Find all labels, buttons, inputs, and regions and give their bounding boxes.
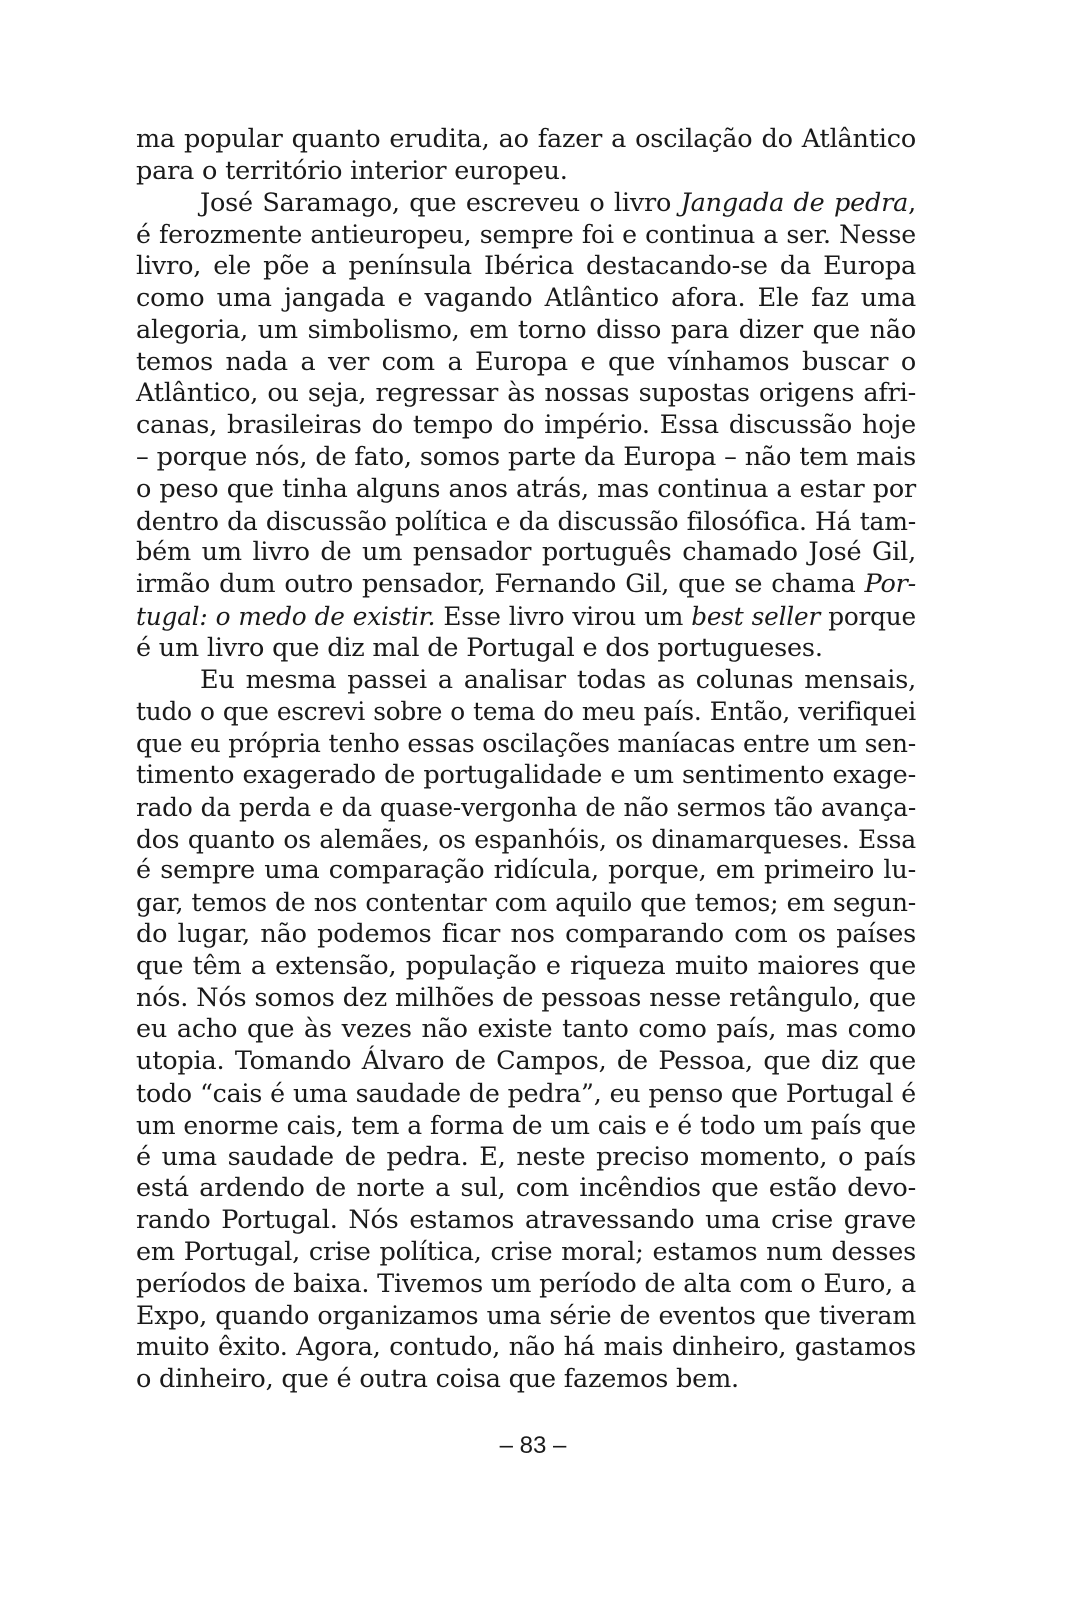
italic-text: best seller	[691, 601, 821, 631]
text-line	[136, 728, 916, 760]
text-segment: gar, temos de nos contentar com aquilo que temos; em segun-	[136, 888, 916, 918]
text-segment: ma popular quanto erudita, ao fazer a oscilação do Atlântico	[136, 124, 916, 154]
text-segment: em Portugal, crise política, crise moral; estamos num desses	[136, 1236, 916, 1267]
text-segment: canas, brasileiras do tempo do império. Essa discussão hoje	[136, 410, 916, 441]
text-line	[136, 1205, 916, 1237]
text-line	[136, 1110, 916, 1142]
text-line	[136, 1269, 916, 1301]
paragraph	[136, 188, 916, 665]
text-line	[136, 601, 916, 633]
text-segment: ,	[908, 187, 916, 218]
paragraph	[136, 124, 916, 188]
text-line	[136, 855, 916, 887]
text-segment: do lugar, não podemos ficar nos comparando com os países	[136, 918, 916, 949]
text-segment: para o território interior europeu.	[136, 155, 568, 186]
text-segment: é uma saudade de pedra. E, neste preciso momento, o país	[136, 1141, 916, 1172]
text-line	[136, 569, 916, 601]
text-segment: todo “cais é uma saudade de pedra”, eu penso que Portugal é	[136, 1078, 916, 1108]
text-segment: bém um livro de um pensador português chamado José Gil,	[136, 537, 916, 568]
text-line	[136, 1046, 916, 1078]
text-segment: Esse livro virou um	[435, 601, 692, 631]
text-line	[136, 887, 916, 919]
text-segment: – porque nós, de fato, somos parte da Europa – não tem mais	[136, 441, 916, 472]
text-segment: é sempre uma comparação ridícula, porque, em primeiro lu-	[136, 855, 916, 886]
text-segment: nós. Nós somos dez milhões de pessoas nesse retângulo, que	[136, 982, 916, 1013]
text-line	[136, 633, 916, 665]
text-segment: alegoria, um simbolismo, em torno disso para dizer que não	[136, 314, 916, 345]
text-segment: o dinheiro, que é outra coisa que fazemos bem.	[136, 1364, 739, 1395]
italic-text: Jangada de pedra	[680, 187, 909, 218]
text-segment: é um livro que diz mal de Portugal e dos portugueses.	[136, 632, 823, 663]
text-segment: está ardendo de norte a sul, com incêndios que estão devo-	[136, 1173, 916, 1204]
text-line	[136, 124, 916, 156]
text-line	[136, 665, 916, 697]
text-segment: irmão dum outro pensador, Fernando Gil, que se chama	[136, 569, 865, 600]
text-line	[136, 315, 916, 347]
text-segment: é ferozmente antieuropeu, sempre foi e continua a ser. Nesse	[136, 220, 916, 250]
text-segment: utopia. Tomando Álvaro de Campos, de Pessoa, que diz que	[136, 1046, 916, 1077]
text-line	[136, 1173, 916, 1205]
text-line	[136, 951, 916, 983]
text-line	[136, 474, 916, 506]
text-segment: temos nada a ver com a Europa e que vínhamos buscar o	[136, 346, 916, 377]
text-line	[136, 410, 916, 442]
italic-text: Por-	[864, 569, 916, 600]
text-line	[136, 1332, 916, 1364]
italic-text: tugal: o medo de existir.	[136, 601, 436, 631]
text-segment: eu acho que às vezes não existe tanto como país, mas como	[136, 1014, 916, 1045]
text-segment: tudo o que escrevi sobre o tema do meu país. Então, verifiquei	[136, 697, 916, 727]
text-line	[136, 156, 916, 188]
text-line	[136, 251, 916, 283]
text-segment: rado da perda e da quase-vergonha de não sermos tão avança-	[136, 792, 916, 822]
text-segment: muito êxito. Agora, contudo, não há mais dinheiro, gastamos	[136, 1332, 916, 1363]
text-line	[136, 1142, 916, 1174]
paragraph	[136, 665, 916, 1396]
text-segment: dentro da discussão política e da discussão filosófica. Há tam-	[136, 506, 916, 536]
text-segment: livro, ele põe a península Ibérica destacando-se da Europa	[136, 251, 916, 282]
text-segment: Atlântico, ou seja, regressar às nossas supostas origens afri-	[136, 378, 916, 409]
text-segment: porque	[820, 601, 916, 631]
text-line	[136, 506, 916, 538]
text-line	[136, 760, 916, 792]
text-line	[136, 283, 916, 315]
text-line	[136, 824, 916, 856]
text-segment: Expo, quando organizamos uma série de eventos que tiveram	[136, 1301, 916, 1331]
text-line	[136, 1014, 916, 1046]
text-line	[136, 188, 916, 220]
body-text	[136, 124, 916, 1396]
text-segment: um enorme cais, tem a forma de um cais e é todo um país que	[136, 1110, 916, 1140]
text-segment: Eu mesma passei a analisar todas as colunas mensais,	[200, 664, 916, 695]
text-line	[136, 442, 916, 474]
text-line	[136, 1364, 916, 1396]
text-segment: o peso que tinha alguns anos atrás, mas continua a estar por	[136, 473, 916, 504]
page-number: – 83 –	[499, 1432, 567, 1459]
text-segment: José Saramago, que escreveu o livro	[200, 187, 681, 218]
text-line	[136, 696, 916, 728]
text-line	[136, 347, 916, 379]
text-segment: como uma jangada e vagando Atlântico afora. Ele faz uma	[136, 282, 916, 313]
text-segment: que têm a extensão, população e riqueza muito maiores que	[136, 950, 916, 981]
text-line	[136, 919, 916, 951]
text-segment: que eu própria tenho essas oscilações maníacas entre um sen-	[136, 729, 916, 759]
text-segment: rando Portugal. Nós estamos atravessando uma crise grave	[136, 1205, 916, 1236]
text-segment: períodos de baixa. Tivemos um período de alta com o Euro, a	[136, 1268, 916, 1299]
text-line	[136, 1237, 916, 1269]
text-line	[136, 983, 916, 1015]
text-line	[136, 1078, 916, 1110]
text-line	[136, 219, 916, 251]
text-line	[136, 792, 916, 824]
text-segment: dos quanto os alemães, os espanhóis, os dinamarqueses. Essa	[136, 824, 916, 854]
text-line	[136, 378, 916, 410]
text-segment: timento exagerado de portugalidade e um sentimento exage-	[136, 759, 916, 790]
text-line	[136, 1300, 916, 1332]
text-line	[136, 537, 916, 569]
